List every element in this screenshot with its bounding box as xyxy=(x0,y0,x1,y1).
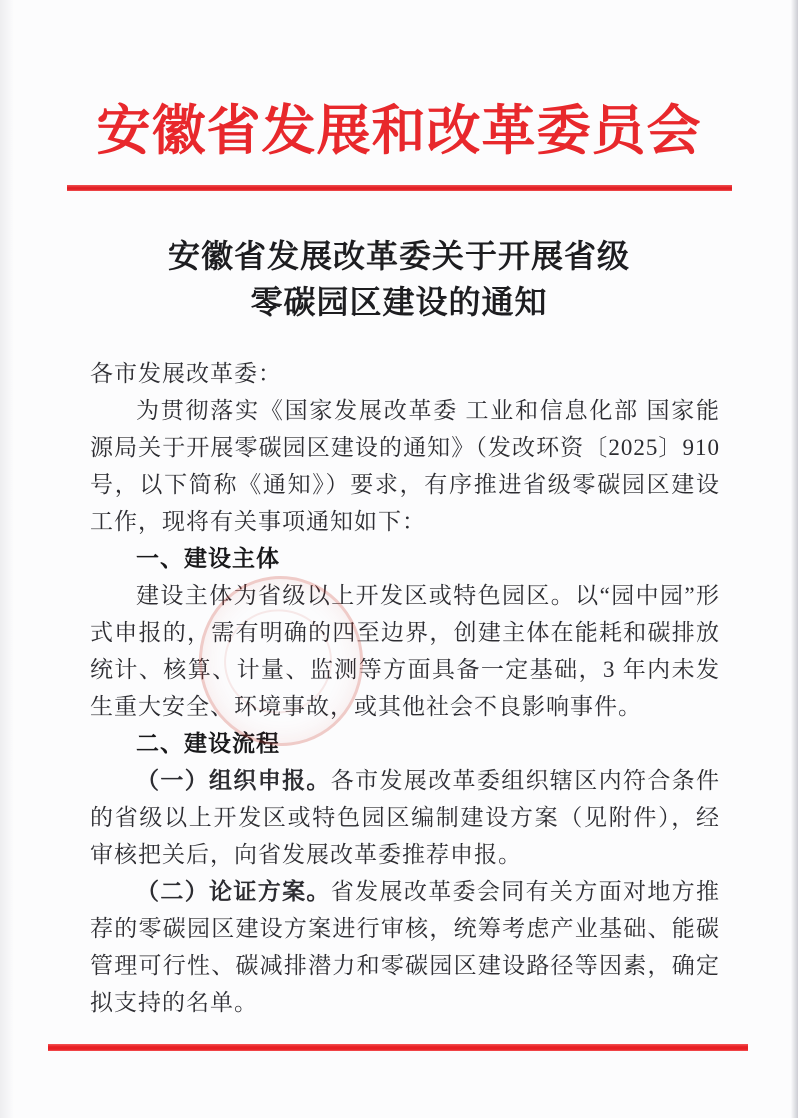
footer-divider-line xyxy=(48,1044,748,1051)
document-title xyxy=(0,233,798,325)
section-heading-2: 二、建设流程 xyxy=(136,730,280,756)
procedure-item-2-text: 省发展改革委会同有关方面对地方推荐的零碳园区建设方案进行审核，统筹考虑产业基础、能碳管理可行性、碳减排潜力和零碳园区建设路径等因素，确定拟支持的名单。 xyxy=(90,879,721,1015)
section-heading-1: 一、建设主体 xyxy=(136,545,280,571)
procedure-item-2-lead: （二）论证方案。 xyxy=(136,879,331,904)
procedure-item-1 xyxy=(90,762,720,873)
page-edge-shadow xyxy=(791,0,798,1118)
document-title-line-1: 安徽省发展改革委关于开展省级 xyxy=(167,238,630,274)
procedure-item-1-text: 各市发展改革委组织辖区内符合条件的省级以上开发区或特色园区编制建设方案（见附件），经审核把关后，向省发展改革委推荐申报。 xyxy=(90,768,721,867)
procedure-item-1-lead: （一）组织申报。 xyxy=(136,768,331,793)
letterhead-org-name: 安徽省发展和改革委员会 xyxy=(96,101,702,161)
procedure-item-2 xyxy=(90,873,720,1021)
salutation: 各市发展改革委： xyxy=(90,361,282,386)
intro-paragraph: 为贯彻落实《国家发展改革委 工业和信息化部 国家能源局关于开展零碳园区建设的通知》（发改环资〔2025〕910 号，以下简称《通知》）要求，有序推进省级零碳园区建设工作，现将有关事项通知如下： xyxy=(90,398,720,534)
section-1-paragraph: 建设主体为省级以上开发区或特色园区。以“园中园”形式申报的，需有明确的四至边界，创建主体在能耗和碳排放统计、核算、计量、监测等方面具备一定基础，3 年内未发生重大安全、环境事故，或其他社会不良影响事件。 xyxy=(90,583,720,719)
letterhead-divider-line xyxy=(67,185,732,191)
document-title-line-2: 零碳园区建设的通知 xyxy=(250,284,548,320)
document-body xyxy=(90,355,720,1021)
